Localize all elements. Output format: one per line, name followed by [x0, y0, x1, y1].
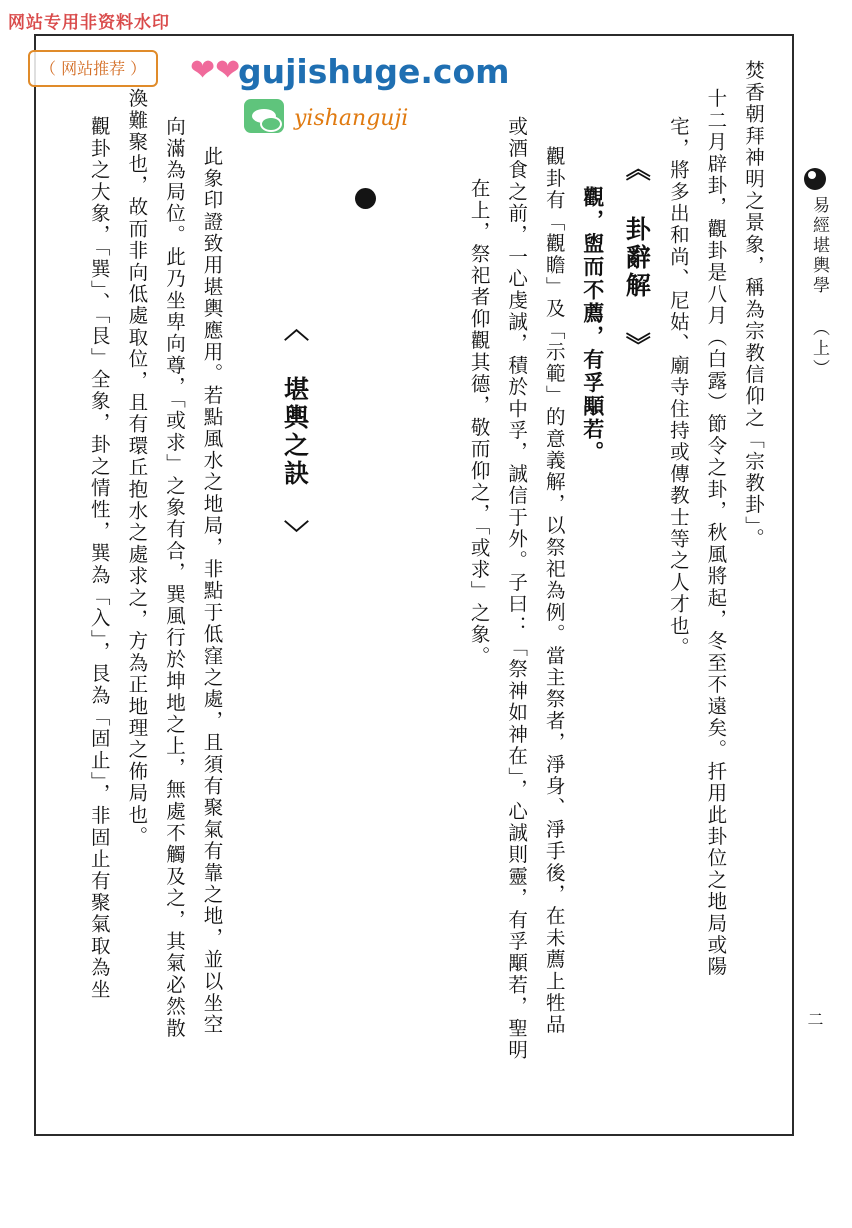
page-number: 二: [805, 1011, 824, 1027]
document-body: [56, 60, 772, 1110]
text-column: 十二月辟卦，觀卦是八月（白露）節令之卦，秋風將起，冬至不遠矣。扦用此卦位之地局或陽: [704, 88, 728, 978]
text-column: 此象印證致用堪輿應用。若點風水之地局，非點于低窪之處，且須有聚氣有靠之地，並以坐空: [200, 146, 224, 1036]
watermark-top-left: 网站专用非资料水印: [8, 13, 170, 33]
running-head: [796, 196, 832, 379]
site-name: gujishuge.com: [238, 52, 510, 91]
text-column: 觀卦有「觀瞻」及「示範」的意義解，以祭祀為例。當主祭者，淨身、淨手後，在未薦上牲品: [542, 146, 566, 1036]
text-column: 觀卦之大象，「巽」、「艮」全象，卦之情性，巽為「入」，艮為「固止」，非固止有聚氣取為坐: [87, 116, 111, 1001]
site-sub-name: yishanguji: [294, 106, 409, 131]
running-head-title: 易經堪輿學: [809, 196, 829, 296]
gua-statement: 觀，盥而不薦，有孚顒若。: [580, 186, 606, 465]
section-heading-kanyu-label: 〈 堪輿之訣 〉: [280, 316, 310, 548]
running-head-volume: （上）: [809, 319, 829, 379]
yin-yang-icon: [804, 168, 826, 190]
section-heading-guaci: 《 卦辭解 》: [622, 156, 652, 360]
text-column: 向滿為局位。此乃坐卑向尊，「或求」之象有合，巽風行於坤地之上，無處不觸及之，其氣必然散: [162, 116, 186, 1040]
heart-icon: ❤❤: [190, 53, 241, 88]
yin-yang-icon: [355, 188, 376, 209]
text-column: 渙難聚也，故而非向低處取位，且有環丘抱水之處求之，方為正地理之佈局也。: [125, 88, 149, 848]
text-column: 在上，祭祀者仰觀其德，敬而仰之，「或求」之象。: [467, 178, 491, 668]
section-heading-kanyu: [231, 60, 461, 1228]
site-recommendation-badge: （ 网站推荐 ）: [28, 50, 158, 87]
text-column: 焚香朝拜神明之景象，稱為宗教信仰之「宗教卦」。: [742, 60, 765, 550]
text-column: 或酒食之前，一心虔誠，積於中孚，誠信于外。子曰：「祭神如神在」，心誠則靈，有孚顒若，聖明: [505, 116, 529, 1062]
text-column: 宅，將多出和尚、尼姑、廟寺住持或傳教士等之人才也。: [666, 116, 690, 659]
